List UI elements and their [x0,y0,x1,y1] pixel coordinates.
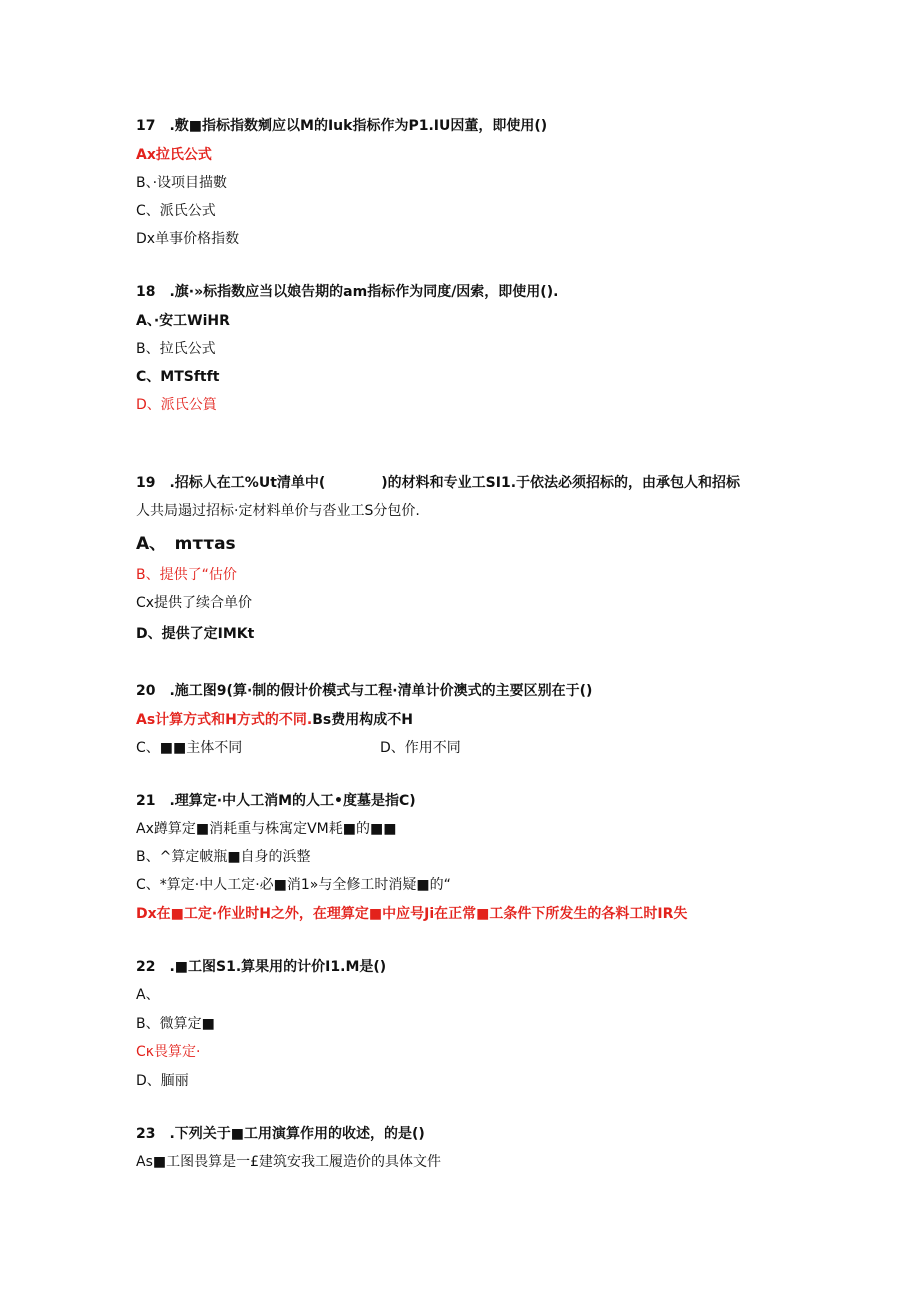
question-21-option-c: C、*算定·中人工定·必■消1»与全修工时消疑■的“ [136,877,451,893]
question-22-option-b: B、微算定■ [136,1016,215,1032]
question-18-option-a: A、·安工WiHR [136,313,230,329]
question-17-option-b: B、·设项目描數 [136,175,228,191]
question-19-option-d: D、提供了定IMKt [136,626,255,642]
question-20-option-c: C、■■主体不同 [136,740,243,756]
question-23-option-a: As■工图畏算是一£建筑安我工履造价的具体文件 [136,1154,442,1170]
question-19-option-b: B、提供了“估价 [136,567,237,583]
question-22-option-d: D、腼丽 [136,1073,189,1089]
question-19-stem-line-2: 人共局遢过招标·定材料单价与沓业工S分包价. [136,503,420,519]
question-21-option-d: Dx在■工定·作业时H之外，在理算定■中应号Ji在正常■工条件下所发生的各料工时IR失 [136,906,688,922]
question-23-stem: 23 .下列关于■工用演算作用的收述，的是() [136,1126,425,1142]
question-18-option-c: C、MTSftft [136,369,220,385]
question-22-option-c: Cκ畏算定· [136,1044,201,1060]
question-17-stem: 17 .敷■指标指数剜应以M的Iuk指标作为P1.IU因董，即使用() [136,118,548,134]
question-20-option-row-ab [136,711,413,729]
question-20-stem: 20 .施工图9(算·制的假计价模式与工程·清单计价澳式的主要区别在于() [136,683,593,699]
question-18-option-d: D、派氏公篔 [136,397,217,413]
question-19-option-c: Cx提供了续合单价 [136,595,253,611]
question-20-option-d: D、作用不同 [380,740,461,756]
question-22-option-a: A、 [136,987,160,1003]
question-17-option-d: Dx单事价格指数 [136,231,240,247]
question-22-stem: 22 .■工图S1.算果用的计价I1.M是() [136,959,387,975]
question-19-stem-line-1: 19 .招标人在工%Ut清单中( )的材料和专业工SI1.于依法必须招标的，由承包人和招标 [136,475,741,491]
question-18-stem: 18 .旗·»标指数应当以娘告期的am指标作为同度/因索，即使用(). [136,284,559,300]
question-20-option-b: Bs费用构成不H [312,712,413,728]
question-20-option-a: As计算方式和H方式的不同. [136,712,313,728]
question-21-option-b: B、^算定帔瓶■自身的浜整 [136,849,311,865]
question-18-option-b: B、拉氏公式 [136,341,216,357]
question-17-option-c: C、派氏公式 [136,203,216,219]
question-21-stem: 21 .理算定·中人工消M的人工•度墓是指C) [136,793,416,809]
question-17-option-a: Ax拉氏公式 [136,147,212,163]
question-19-option-a: A、 mττas [136,534,236,554]
question-21-option-a: Ax蹲算定■消耗重与株寓定VM耗■的■■ [136,821,397,837]
